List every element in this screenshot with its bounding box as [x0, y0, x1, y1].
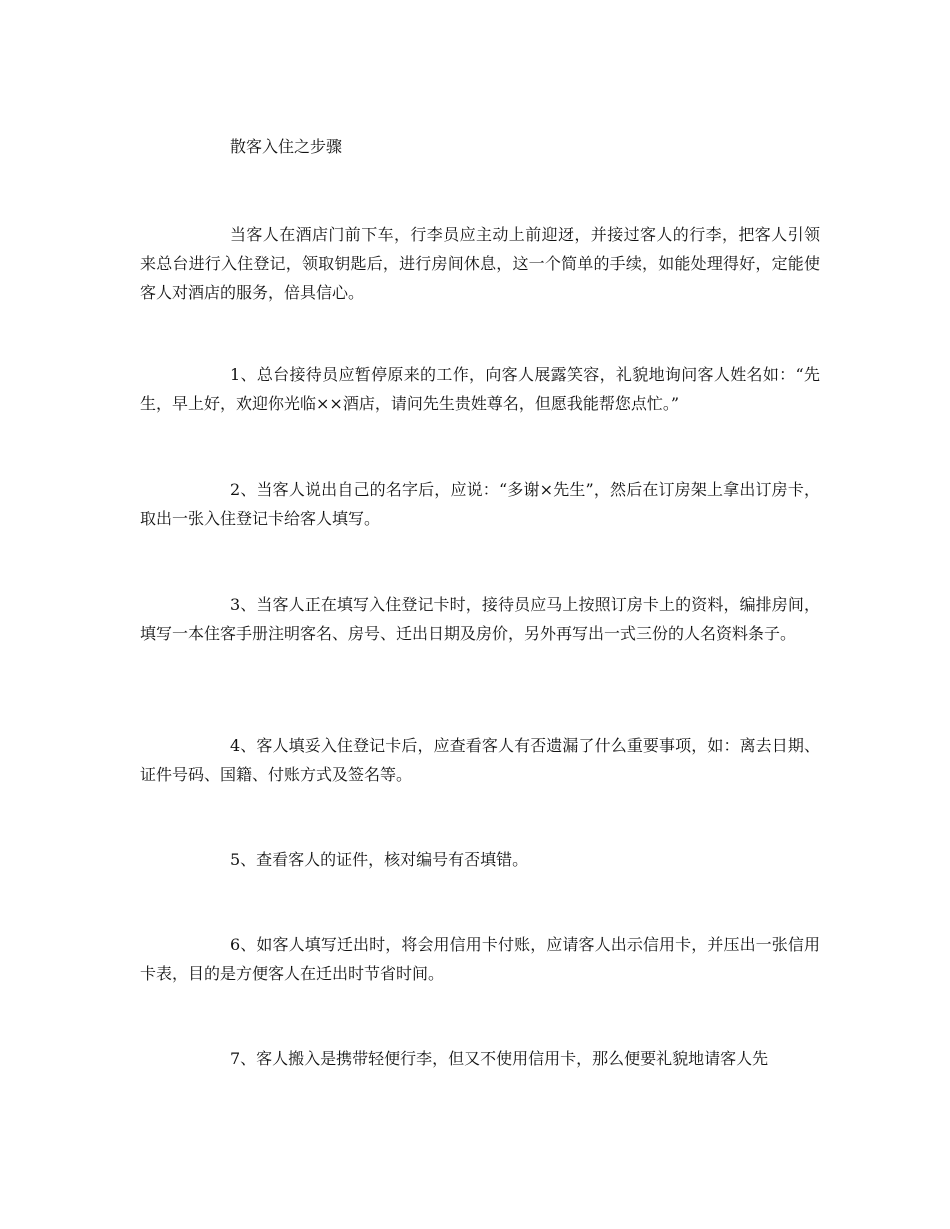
step-2-paragraph: 2、当客人说出自己的名字后，应说：“多谢×先生”，然后在订房架上拿出订房卡，取出一张入住登记卡给客人填写。: [140, 480, 820, 528]
intro-paragraph: 当客人在酒店门前下车，行李员应主动上前迎迓，并接过客人的行李，把客人引领来总台进行入住登记，领取钥匙后，进行房间休息，这一个简单的手续，如能处理得好，定能使客人对酒店的服务，倍具信心。: [140, 225, 820, 302]
document-title: 散客入住之步骤: [230, 137, 343, 156]
step-4-paragraph: 4、客人填妥入住登记卡后，应查看客人有否遗漏了什么重要事项，如：离去日期、证件号码、国籍、付账方式及签名等。: [140, 736, 820, 784]
step-6-paragraph: 6、如客人填写迁出时，将会用信用卡付账，应请客人出示信用卡，并压出一张信用卡表，目的是方便客人在迁出时节省时间。: [140, 935, 820, 983]
step-7-paragraph: 7、客人搬入是携带轻便行李，但又不使用信用卡，那么便要礼貌地请客人先: [230, 1049, 769, 1068]
step-3-paragraph: 3、当客人正在填写入住登记卡时，接待员应马上按照订房卡上的资料，编排房间，填写一本住客手册注明客名、房号、迁出日期及房价，另外再写出一式三份的人名资料条子。: [140, 595, 820, 643]
step-5-paragraph: 5、查看客人的证件，核对编号有否填错。: [230, 850, 529, 869]
step-1-paragraph: 1、总台接待员应暂停原来的工作，向客人展露笑容，礼貌地询问客人姓名如：“先生，早上好，欢迎你光临××酒店，请问先生贵姓尊名，但愿我能帮您点忙。”: [140, 365, 820, 413]
